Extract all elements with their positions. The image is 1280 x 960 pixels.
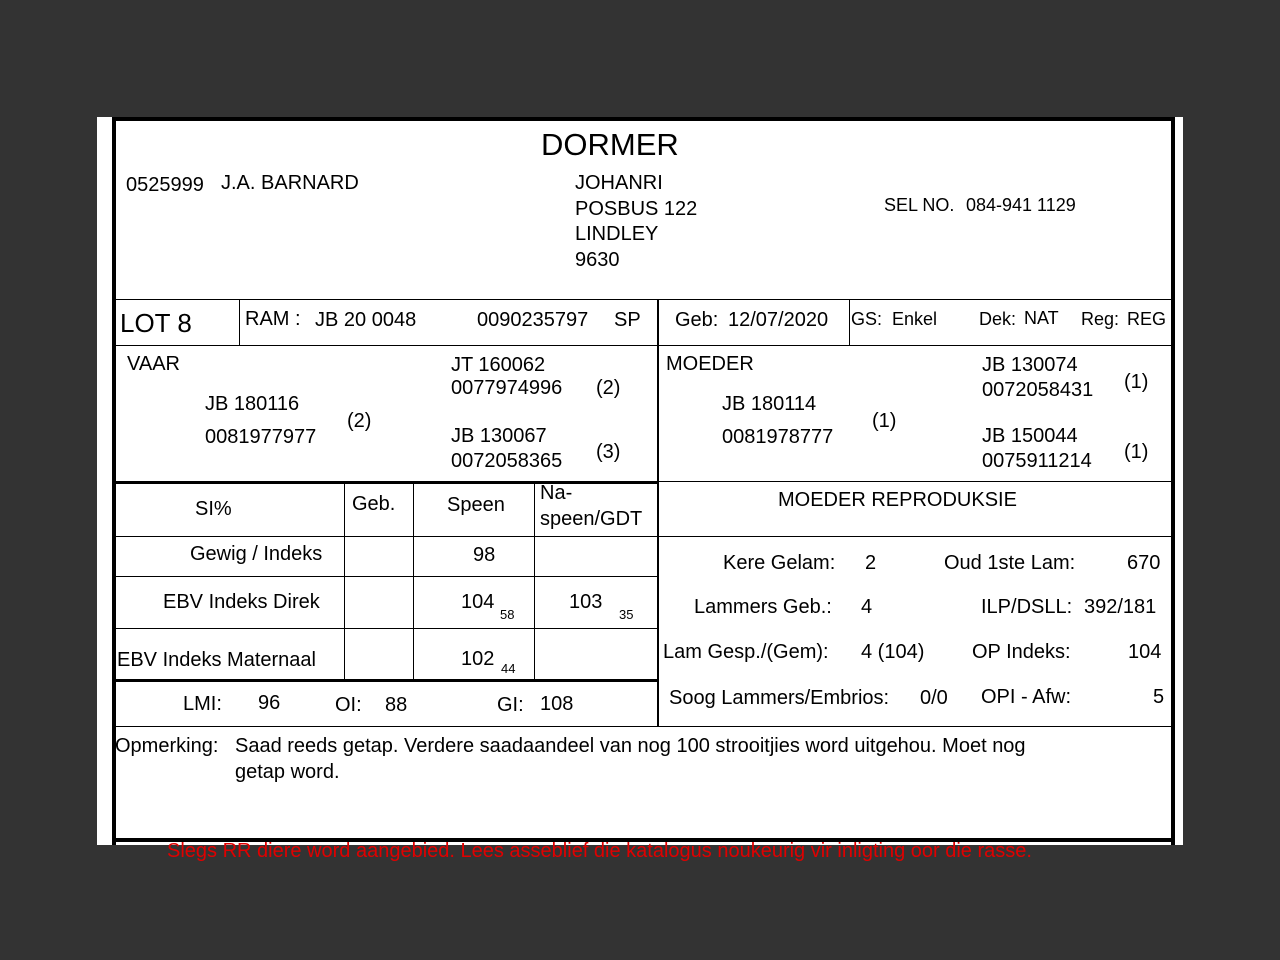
ram-suffix: SP: [614, 309, 641, 331]
divider-pedigree: [112, 481, 658, 484]
row-ebv-maternal-speen: 102: [461, 648, 495, 670]
gi-value: 108: [540, 693, 574, 715]
dam-sire-id: JB 130074: [982, 354, 1078, 376]
sire-dam-id: JB 130067: [451, 425, 547, 447]
dam-sire-number: 0072058431: [982, 379, 1094, 401]
vline-geb-gs: [849, 299, 850, 345]
address-line-2: POSBUS 122: [575, 198, 698, 220]
gs-label: GS:: [851, 309, 883, 329]
divider-remark: [112, 726, 1175, 727]
repro-lambings-value: 2: [865, 552, 877, 574]
dam-id: JB 180114: [722, 393, 817, 415]
repro-op-index-label: OP Indeks:: [972, 641, 1071, 663]
reg-label: Reg:: [1081, 309, 1120, 329]
lmi-label: LMI:: [183, 693, 222, 715]
divider-perf-row3: [112, 679, 658, 682]
vline-lot: [239, 299, 240, 345]
repro-opi-label: OPI - Afw:: [981, 686, 1072, 708]
divider-lot-row: [112, 345, 1175, 346]
remark-line-2: getap word.: [235, 761, 340, 783]
reproduction-title: MOEDER REPRODUKSIE: [778, 489, 1017, 511]
vline-si: [344, 482, 345, 679]
row-ebv-direct-naspeen-sub: 35: [619, 607, 634, 622]
row-ebv-direct-naspeen: 103: [569, 591, 603, 613]
repro-ilp-label: ILP/DSLL:: [981, 596, 1073, 618]
col-header-naspeen-2: speen/GDT: [540, 508, 643, 530]
repro-ilp-value: 392/181: [1084, 596, 1157, 618]
lot-number: LOT 8: [120, 308, 192, 338]
col-header-naspeen-1: Na-: [540, 482, 573, 504]
row-weight-speen: 98: [473, 544, 496, 566]
row-ebv-direct-speen: 104: [461, 591, 495, 613]
divider-pedigree-right: [658, 481, 1175, 482]
repro-weaned-value: 4 (104): [861, 641, 925, 663]
repro-first-lamb-label: Oud 1ste Lam:: [944, 552, 1076, 574]
address-line-4: 9630: [575, 249, 620, 271]
vline-center: [657, 299, 659, 727]
row-label-weight: Gewig / Indeks: [190, 543, 323, 565]
reg-value: REG: [1127, 309, 1167, 329]
dam-sire-count: (1): [1124, 371, 1149, 393]
repro-weaned-label: Lam Gesp./(Gem):: [663, 641, 829, 663]
col-header-geb: Geb.: [352, 493, 396, 515]
repro-opi-value: 5: [1153, 686, 1165, 708]
remark-label: Opmerking:: [115, 735, 219, 757]
ram-number: 0090235797: [477, 309, 589, 331]
card-border-top: [112, 117, 1175, 121]
repro-lambings-label: Kere Gelam:: [723, 552, 836, 574]
repro-lambs-born-value: 4: [861, 596, 873, 618]
vline-speen: [534, 482, 535, 679]
dam-label: MOEDER: [666, 353, 754, 375]
lot-card: [97, 117, 1183, 862]
repro-suckling-value: 0/0: [920, 687, 948, 709]
row-ebv-direct-speen-sub: 58: [500, 607, 515, 622]
sire-sire-number: 0077974996: [451, 377, 563, 399]
phone-label: SEL NO.: [884, 195, 955, 215]
address-line-3: LINDLEY: [575, 223, 659, 245]
row-label-ebv-maternal: EBV Indeks Maternaal: [117, 649, 316, 671]
phone-number: 084-941 1129: [966, 195, 1076, 215]
repro-op-index-value: 104: [1128, 641, 1162, 663]
col-header-si: SI%: [195, 498, 232, 520]
sire-sire-id: JT 160062: [451, 354, 546, 376]
row-ebv-maternal-speen-sub: 44: [501, 661, 516, 676]
remark-line-1: Saad reeds getap. Verdere saadaandeel van nog 100 strooitjies word uitgehou. Moet nog: [235, 735, 1026, 757]
col-header-speen: Speen: [447, 494, 505, 516]
divider-perf-header: [112, 536, 1175, 537]
dek-value: NAT: [1024, 308, 1059, 328]
dam-dam-count: (1): [1124, 441, 1149, 463]
divider-perf-row1: [112, 576, 658, 577]
birth-date: 12/07/2020: [728, 309, 829, 331]
sire-count: (2): [347, 410, 372, 432]
ram-id: JB 20 0048: [315, 309, 417, 331]
vline-geb: [413, 482, 414, 679]
dam-number: 0081978777: [722, 426, 834, 448]
breed-title: DORMER: [541, 127, 679, 162]
divider-header: [112, 299, 1175, 300]
owner-name: J.A. BARNARD: [221, 172, 359, 194]
lmi-value: 96: [258, 692, 281, 714]
dek-label: Dek:: [979, 309, 1017, 329]
divider-perf-row2: [112, 628, 658, 629]
sire-dam-count: (3): [596, 441, 621, 463]
ram-label: RAM :: [245, 308, 301, 330]
repro-lambs-born-label: Lammers Geb.:: [694, 596, 832, 618]
sire-dam-number: 0072058365: [451, 450, 563, 472]
dam-dam-number: 0075911214: [982, 450, 1092, 472]
repro-suckling-label: Soog Lammers/Embrios:: [669, 687, 890, 709]
owner-code: 0525999: [126, 174, 204, 196]
sire-id: JB 180116: [205, 393, 300, 415]
dam-dam-id: JB 150044: [982, 425, 1078, 447]
address-line-1: JOHANRI: [575, 172, 663, 194]
oi-value: 88: [385, 694, 408, 716]
sire-number: 0081977977: [205, 426, 317, 448]
gs-value: Enkel: [892, 309, 938, 329]
sire-label: VAAR: [127, 353, 180, 375]
footer-note: Slegs RR diere word aangebied. Lees asseblief die katalogus noukeurig vir inligting oor die rasse.: [167, 840, 1032, 862]
birth-label: Geb:: [675, 309, 719, 331]
row-label-ebv-direct: EBV Indeks Direk: [163, 591, 320, 613]
gi-label: GI:: [497, 694, 524, 716]
dam-count: (1): [872, 410, 897, 432]
sire-sire-count: (2): [596, 377, 621, 399]
oi-label: OI:: [335, 694, 362, 716]
repro-first-lamb-value: 670: [1127, 552, 1161, 574]
